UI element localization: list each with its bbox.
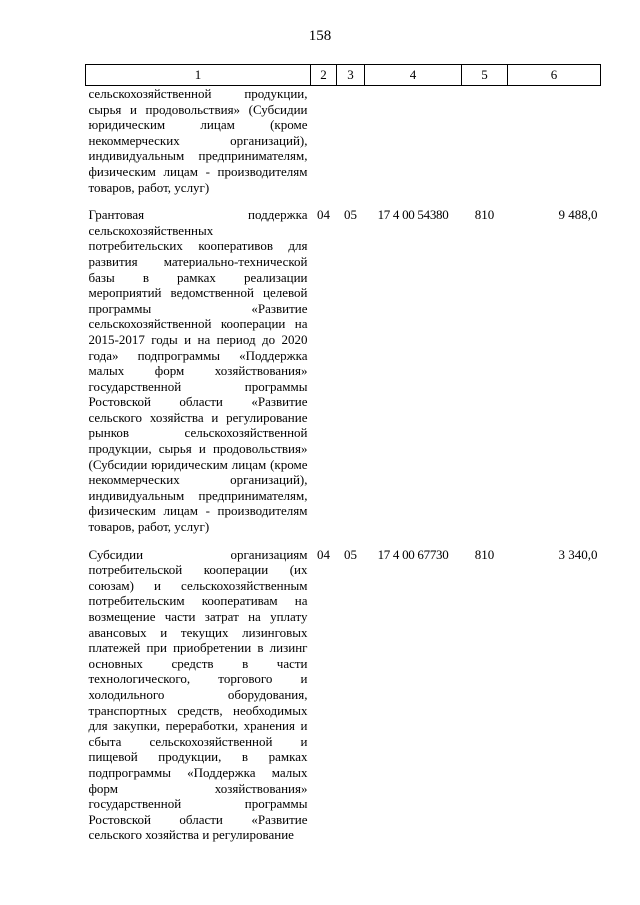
column-header: 3 xyxy=(337,65,365,86)
budget-table xyxy=(85,64,601,843)
row-description: сельскохозяйственной продукции, сырья и продовольствия» (Субсидии юридическим лицам (кроме некоммерческих организаций), индивидуальным предпринимателям, физическим лицам - производителям товаров, работ, услуг) xyxy=(88,86,308,195)
row-description: Грантовая поддержка сельскохозяйственных потребительских кооперативов для развития материально-технической базы в рамках реализации мероприятий ведомственной целевой программы «Развитие сельскохозяйственной кооперации на 2015-2017 годы и на период до 2020 года» подпрограммы «Поддержка малых форм хозяйствования» государственной программы Ростовской области «Развитие сельского хозяйства и регулирование рынков сельскохозяйственной продукции, сырья и продовольствия» (Субсидии юридическим лицам (кроме некоммерческих организаций), индивидуальным предпринимателям, физическим лицам - производителям товаров, работ, услуг) xyxy=(88,207,308,535)
table-row xyxy=(86,547,601,843)
row-expense-type: 810 xyxy=(474,207,495,223)
row-description: Субсидии организациям потребительской кооперации (их союзам) и сельскохозяйственным потребительским кооперативам на возмещение части затрат на уплату авансовых и текущих лизинговых платежей при приобретении в лизинг основных средств в части технологического, торгового и холодильного оборудования, транспортных средств, необходимых для закупки, переработки, хранения и сбыта сельскохозяйственной и пищевой продукции, в рамках подпрограммы «Поддержка малых форм хозяйствования» государственной программы Ростовской области «Развитие сельского хозяйства и регулирование xyxy=(88,546,308,843)
column-header: 4 xyxy=(365,65,462,86)
row-expense-type: 810 xyxy=(474,546,495,562)
row-amount xyxy=(508,86,601,196)
column-header: 5 xyxy=(462,65,508,86)
column-header: 2 xyxy=(311,65,337,86)
row-amount: 3 340,0 xyxy=(558,546,598,562)
row-section: 04 xyxy=(317,207,330,223)
row-amount: 9 488,0 xyxy=(558,207,598,223)
row-target-article: 17 4 00 67730 xyxy=(377,546,449,562)
row-target-article: 17 4 00 54380 xyxy=(377,207,449,223)
table-row xyxy=(86,207,601,534)
column-header: 1 xyxy=(86,65,311,86)
row-subsection: 05 xyxy=(344,207,357,223)
column-header: 6 xyxy=(508,65,601,86)
row-section xyxy=(311,86,337,196)
row-spacer xyxy=(86,535,601,547)
table-row xyxy=(86,86,601,196)
row-subsection: 05 xyxy=(344,546,357,562)
table-header-row xyxy=(86,65,601,86)
row-spacer xyxy=(86,195,601,207)
row-subsection xyxy=(337,86,365,196)
page-number: 158 xyxy=(308,28,332,44)
row-section: 04 xyxy=(317,546,330,562)
row-target-article xyxy=(365,86,462,196)
row-expense-type xyxy=(462,86,508,196)
